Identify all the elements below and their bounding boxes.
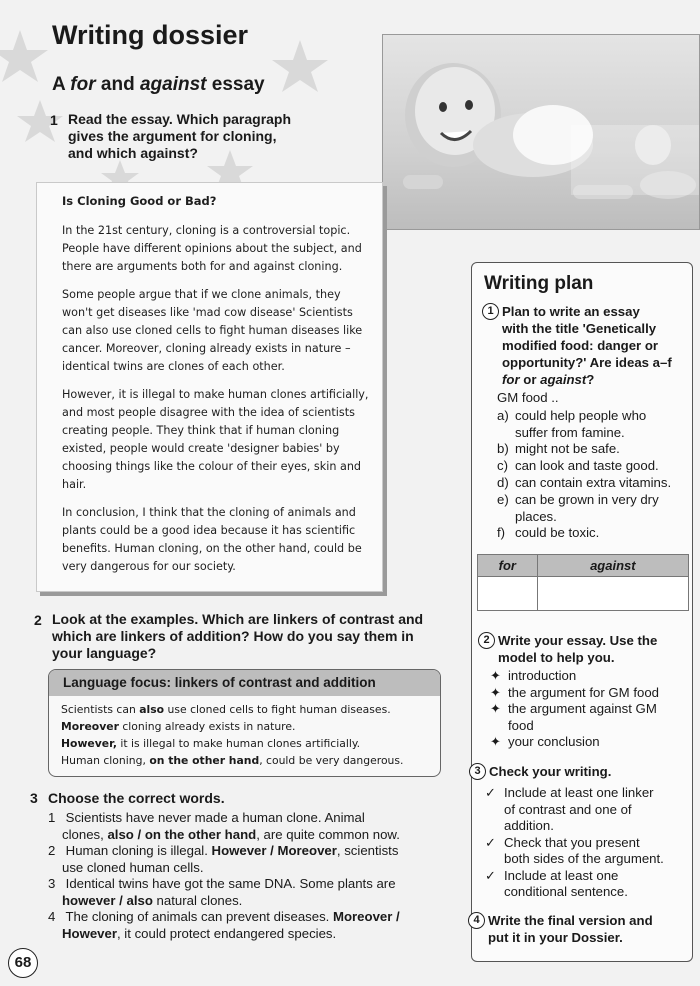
step-1-badge: 1 (482, 303, 499, 320)
step-2-badge: 2 (478, 632, 495, 649)
check-item: ✓ Check that you present both sides of the argument. (485, 834, 664, 866)
option-a: a) could help people who suffer from famine. (497, 408, 647, 440)
crawling-babies-image (383, 35, 700, 230)
check-icon: ✓ (485, 867, 497, 883)
step-2-bullets (490, 668, 690, 751)
plan-step-1: 1 Plan to write an essay with the title 'Genetically modified food: danger or opportunity?' Are ideas a–f for or against? (482, 303, 687, 388)
plan-step-4: 4 Write the final version and put it in your Dossier. (468, 912, 688, 946)
essay-title: Is Cloning Good or Bad? (62, 194, 217, 208)
option-c: c) can look and taste good. (497, 458, 659, 473)
check-icon: ✓ (485, 785, 497, 800)
bullet-item-continued: food (508, 717, 534, 733)
check-item: ✓ Include at least one linker of contrast and one of addition. (485, 785, 654, 833)
example-line-4: Human cloning, on the other hand, could be very dangerous. (61, 754, 404, 767)
page-number: 68 (8, 948, 38, 978)
page-title: Writing dossier (52, 20, 249, 50)
option-d: d) can contain extra vitamins. (497, 475, 672, 490)
exercise-item-2: 2 Human cloning is illegal. However / Moreover, scientists use cloned human cells. (48, 843, 399, 875)
check-icon: ✓ (485, 834, 497, 850)
question-1-number: 1 (50, 112, 58, 128)
essay-paragraph-1: In the 21st century, cloning is a controversial topic. People have different opinions about the subject, and there are arguments both for and against cloning. (62, 224, 362, 273)
step-3-badge: 3 (469, 763, 486, 780)
step-4-badge: 4 (468, 912, 485, 929)
essay-text (62, 192, 374, 586)
example-line-3: However, it is illegal to make human clones artificially. (61, 737, 361, 750)
exercise-item-1: 1 Scientists have never made a human clone. Animal clones, also / on the other hand, are quite common now. (48, 810, 400, 842)
plan-step-2: 2 Write your essay. Use the model to help you. (478, 632, 688, 666)
bullet-item: ✦ the argument against GM (490, 701, 657, 716)
essay-paragraph-4: In conclusion, I think that the cloning of animals and plants could be a good idea because it has scientific benefits. Human cloning, on the other hand, could be very dangerous for our society. (62, 506, 362, 573)
section-subtitle: A for and against essay (52, 74, 265, 95)
step-3-checklist (485, 785, 690, 901)
option-e: e) can be grown in very dry places. (497, 492, 659, 524)
for-column-cell[interactable] (478, 577, 538, 611)
example-line-1: Scientists can also use cloned cells to fight human diseases. (61, 703, 391, 716)
exercise-item-3: 3 Identical twins have got the same DNA. Some plants are however / also natural clones. (48, 876, 396, 908)
bullet-item: ✦ your conclusion (490, 734, 600, 749)
bullet-item: ✦ introduction (490, 668, 577, 683)
example-line-2: Moreover cloning already exists in nature. (61, 720, 296, 733)
for-against-table (477, 554, 689, 611)
option-f: f) could be toxic. (497, 525, 600, 540)
question-3-number: 3 (30, 790, 38, 806)
against-column-cell[interactable] (537, 577, 688, 611)
plan-step-3: 3 Check your writing. (469, 763, 679, 780)
question-2-text: Look at the examples. Which are linkers of contrast and which are linkers of addition? How do you say them in your language? (52, 611, 424, 661)
language-focus-box (48, 669, 441, 777)
exercise-item-4: 4 The cloning of animals can prevent diseases. Moreover / However, it could protect endangered species. (48, 909, 400, 941)
bullet-item: ✦ the argument for GM food (490, 684, 659, 700)
question-2-number: 2 (34, 612, 42, 628)
babies-photo (382, 34, 700, 230)
for-column-header: for (478, 555, 538, 577)
against-column-header: against (537, 555, 688, 577)
essay-paragraph-3: However, it is illegal to make human clones artificially, and most people disagree with the idea of scientists creating people. They think that if human cloning existed, people would create 'designer babies' by choosing things like the colour of their eyes, skin and hair. (62, 388, 369, 491)
essay-paragraph-2: Some people argue that if we clone animals, they won't get diseases like 'mad cow disease' Scientists can also use cloned cells to fight human diseases like cancer. Moreover, cloning already exists in nature – identical twins are clones of each other. (62, 288, 363, 373)
question-1-text: Read the essay. Which paragraph gives the argument for cloning, and which against? (68, 111, 292, 161)
gm-food-label: GM food .. (497, 390, 559, 405)
question-3-title: Choose the correct words. (48, 790, 225, 806)
option-b: b) might not be safe. (497, 441, 620, 456)
language-focus-heading: Language focus: linkers of contrast and addition (49, 670, 440, 696)
writing-plan-title: Writing plan (484, 273, 594, 294)
check-item: ✓ Include at least one conditional sentence. (485, 867, 628, 899)
